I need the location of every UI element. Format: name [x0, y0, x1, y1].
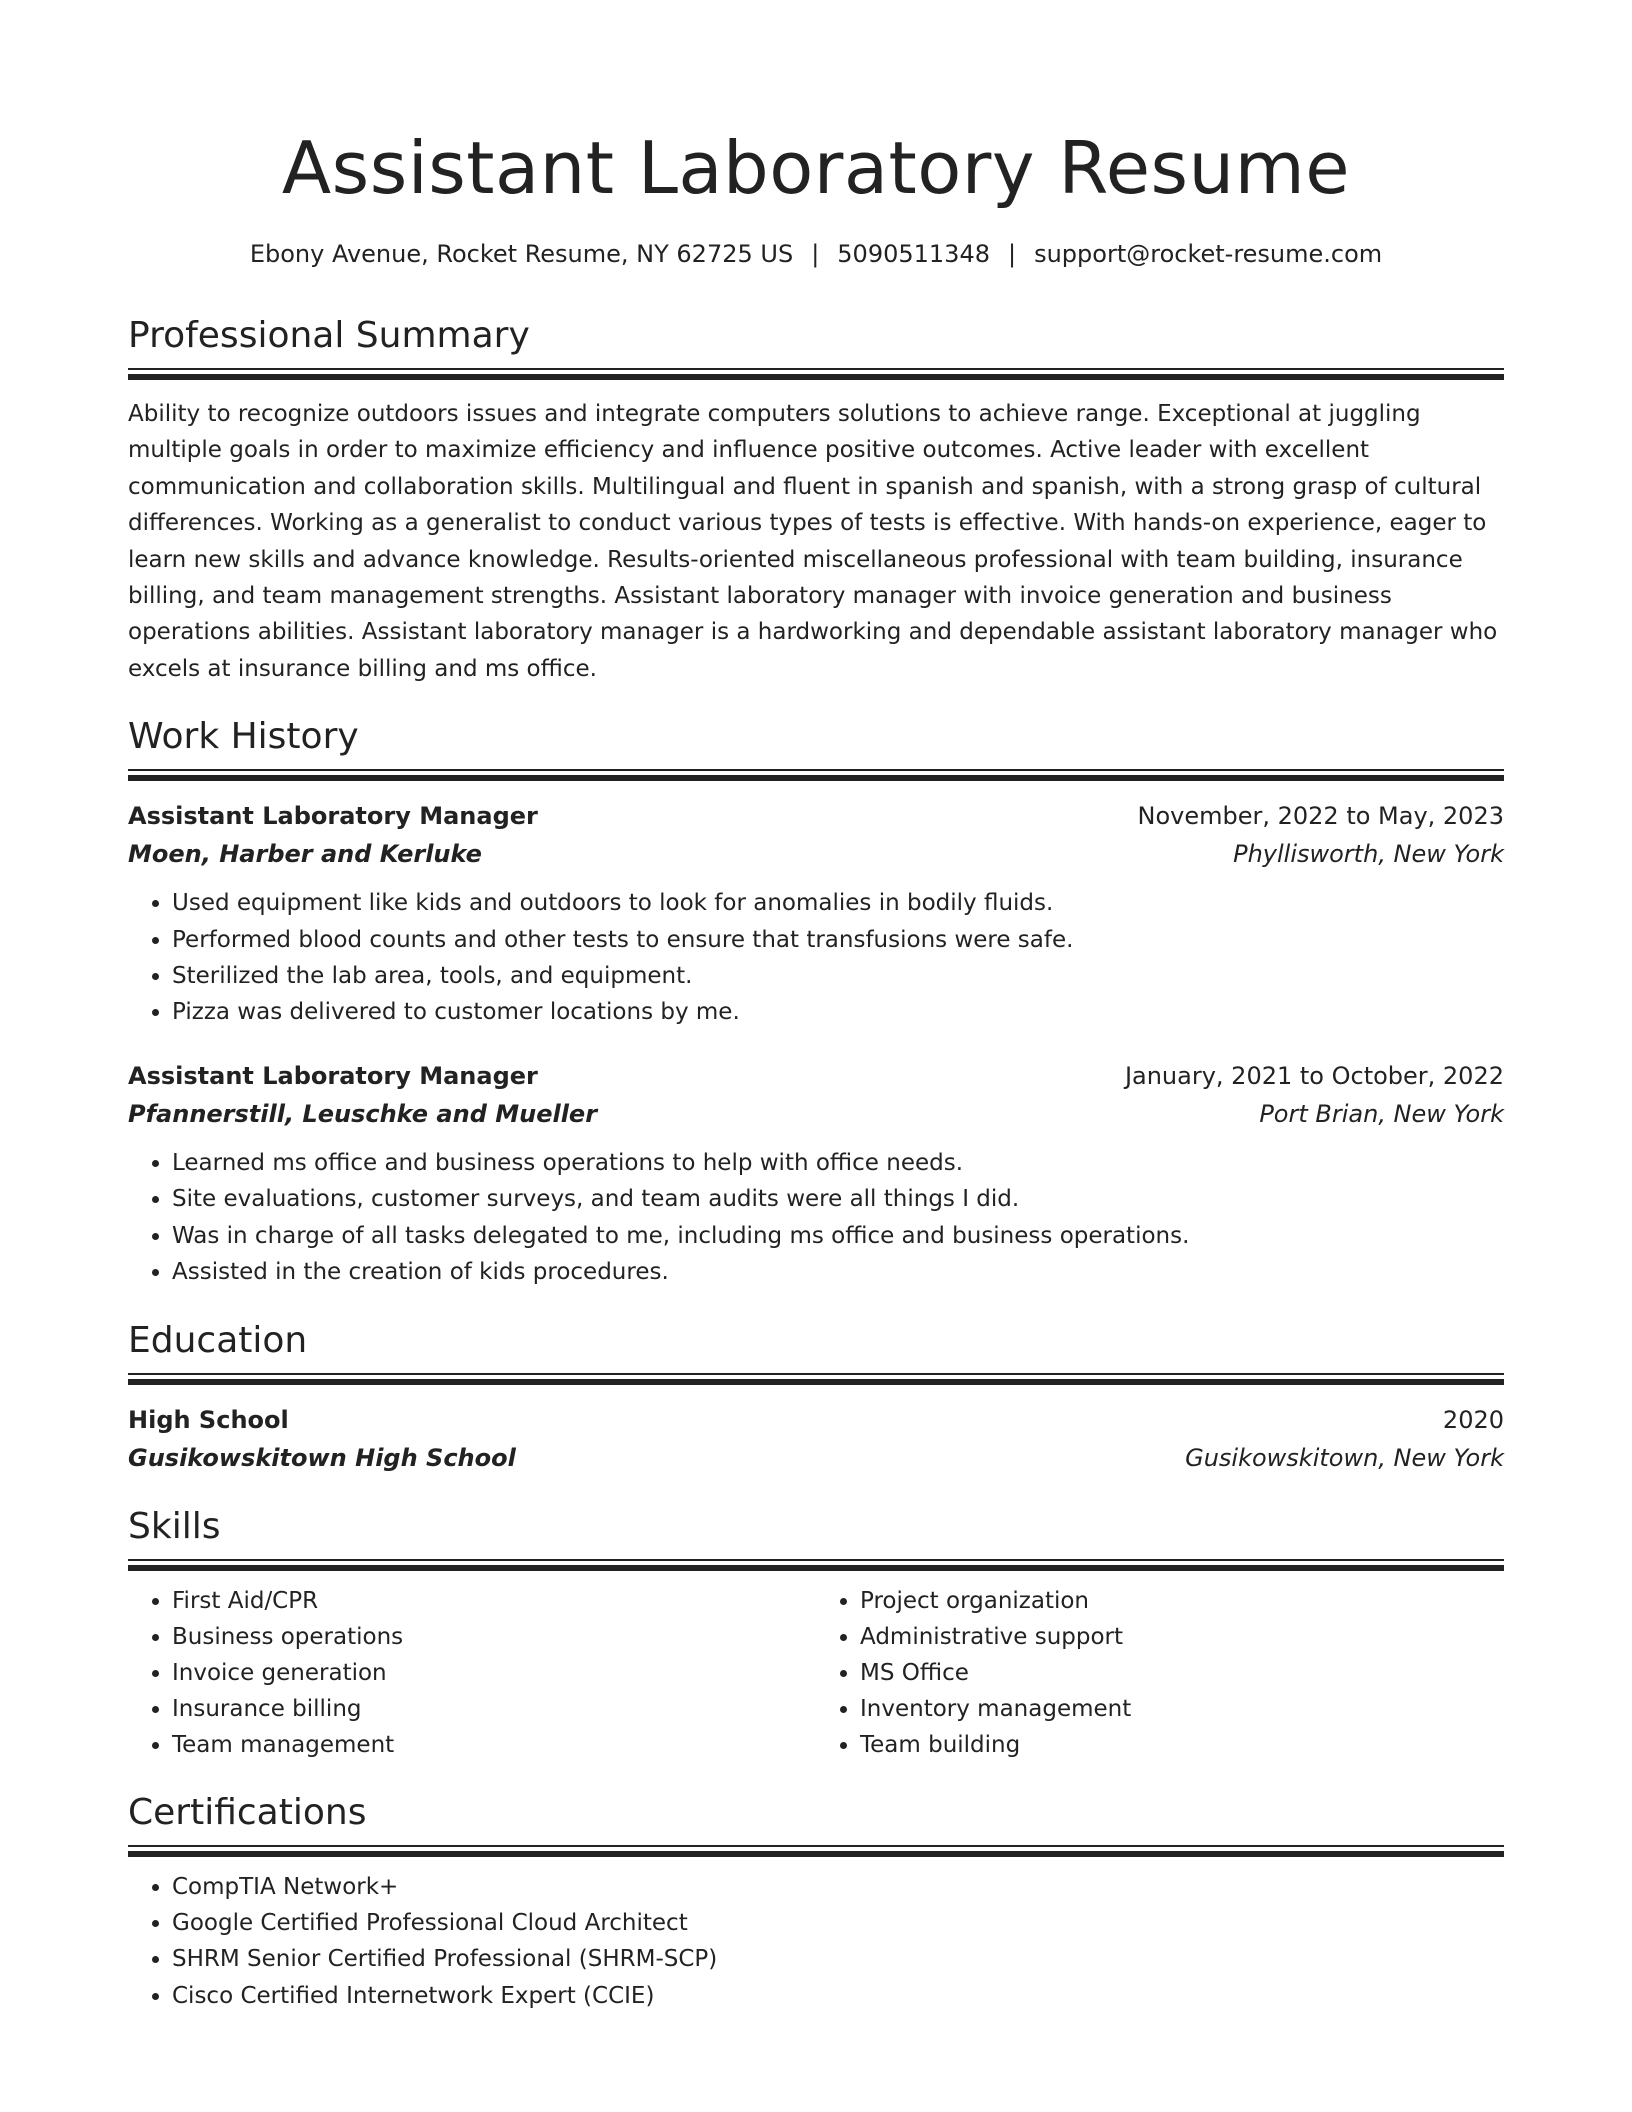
list-item: • Business operations	[172, 1619, 816, 1655]
education-heading: Education	[128, 1319, 308, 1361]
summary-section	[128, 312, 1504, 687]
list-item: • Site evaluations, customer surveys, and team audits were all things I did.	[172, 1181, 1504, 1217]
list-item: • Team building	[860, 1727, 1504, 1763]
job-company: Pfannerstill, Leuschke and Mueller	[128, 1099, 598, 1128]
job-bullets	[128, 1145, 1504, 1291]
contact-address: Ebony Avenue, Rocket Resume, NY 62725 US	[249, 240, 794, 268]
job-location: Phyllisworth, New York	[1233, 840, 1504, 869]
summary-text: Ability to recognize outdoors issues and integrate computers solutions to achieve range. Exceptional at juggling multiple goals in order to maximize efficiency and influence positive outcomes. Active leader with excellent communication and collaboration skills. Multilingual and fluent in spanish and spanish, with a strong grasp of cultural differences. Working as a generalist to conduct various types of tests is effective. With hands-on experience, eager to learn new skills and advance knowledge. Results-oriented miscellaneous professional with team building, insurance billing, and team management strengths. Assistant laboratory manager with invoice generation and business operations abilities. Assistant laboratory manager is a hardworking and dependable assistant laboratory manager who excels at insurance billing and ms office.	[128, 401, 1498, 682]
job-title: Assistant Laboratory Manager	[128, 802, 538, 831]
list-item: • Project organization	[860, 1583, 1504, 1619]
contact-phone: 5090511348	[837, 240, 990, 268]
summary-heading: Professional Summary	[128, 315, 530, 356]
list-item: • Administrative support	[860, 1619, 1504, 1655]
work-heading: Work History	[128, 716, 359, 758]
list-item: • Sterilized the lab area, tools, and equipment.	[172, 958, 1504, 994]
contact-line	[128, 238, 1504, 270]
section-divider	[128, 1845, 1504, 1857]
list-item: • MS Office	[860, 1655, 1504, 1691]
list-item: • SHRM Senior Certified Professional (SHRM-SCP)	[172, 1941, 1504, 1977]
section-divider	[128, 769, 1504, 781]
contact-separator: |	[1007, 240, 1017, 268]
job-location: Port Brian, New York	[1259, 1099, 1504, 1128]
job-bullets	[128, 885, 1504, 1031]
skills-column-left	[128, 1583, 816, 1763]
job-company: Moen, Harber and Kerluke	[128, 840, 482, 869]
job-company-row	[128, 835, 1504, 873]
education-school: Gusikowskitown High School	[128, 1443, 516, 1472]
list-item: • Assisted in the creation of kids procedures.	[172, 1254, 1504, 1290]
job-header-row	[128, 797, 1504, 835]
list-item: • Learned ms office and business operations to help with office needs.	[172, 1145, 1504, 1181]
skills-section	[128, 1503, 1504, 1763]
list-item: • First Aid/CPR	[172, 1583, 816, 1619]
list-item: • Google Certified Professional Cloud Architect	[172, 1905, 1504, 1941]
list-item: • Insurance billing	[172, 1691, 816, 1727]
job-header-row	[128, 1057, 1504, 1095]
education-section	[128, 1317, 1504, 1477]
list-item: • Was in charge of all tasks delegated to me, including ms office and business operations.	[172, 1218, 1504, 1254]
list-item: • Invoice generation	[172, 1655, 816, 1691]
contact-separator: |	[811, 240, 820, 268]
section-divider	[128, 1559, 1504, 1571]
section-divider	[128, 368, 1504, 380]
certifications-section	[128, 1789, 1504, 2015]
job-dates: November, 2022 to May, 2023	[1137, 802, 1504, 831]
section-divider	[128, 1373, 1504, 1385]
skills-heading: Skills	[128, 1505, 221, 1547]
skills-grid	[128, 1583, 1504, 1763]
work-section	[128, 713, 1504, 1290]
list-item: • Pizza was delivered to customer locations by me.	[172, 994, 1504, 1030]
list-item: • CompTIA Network+	[172, 1869, 1504, 1905]
education-location: Gusikowskitown, New York	[1185, 1443, 1504, 1472]
list-item: • Inventory management	[860, 1691, 1504, 1727]
resume-title: Assistant Laboratory Resume	[281, 126, 1351, 210]
job-entry	[128, 797, 1504, 1031]
certifications-list	[128, 1869, 1504, 2015]
job-dates: January, 2021 to October, 2022	[1124, 1061, 1504, 1090]
education-header-row	[128, 1401, 1504, 1439]
list-item: • Cisco Certified Internetwork Expert (CCIE)	[172, 1978, 1504, 2014]
certifications-heading: Certifications	[128, 1791, 367, 1833]
job-company-row	[128, 1095, 1504, 1133]
list-item: • Performed blood counts and other tests to ensure that transfusions were safe.	[172, 922, 1504, 958]
list-item: • Used equipment like kids and outdoors to look for anomalies in bodily fluids.	[172, 885, 1504, 921]
education-school-row	[128, 1439, 1504, 1477]
contact-email: support@rocket-resume.com	[1034, 240, 1383, 268]
job-title: Assistant Laboratory Manager	[128, 1061, 538, 1090]
job-entry	[128, 1057, 1504, 1291]
skills-column-right	[816, 1583, 1504, 1763]
resume-page	[128, 0, 1504, 2014]
education-year: 2020	[1442, 1405, 1504, 1434]
education-degree: High School	[128, 1405, 289, 1434]
education-entry	[128, 1401, 1504, 1477]
list-item: • Team management	[172, 1727, 816, 1763]
